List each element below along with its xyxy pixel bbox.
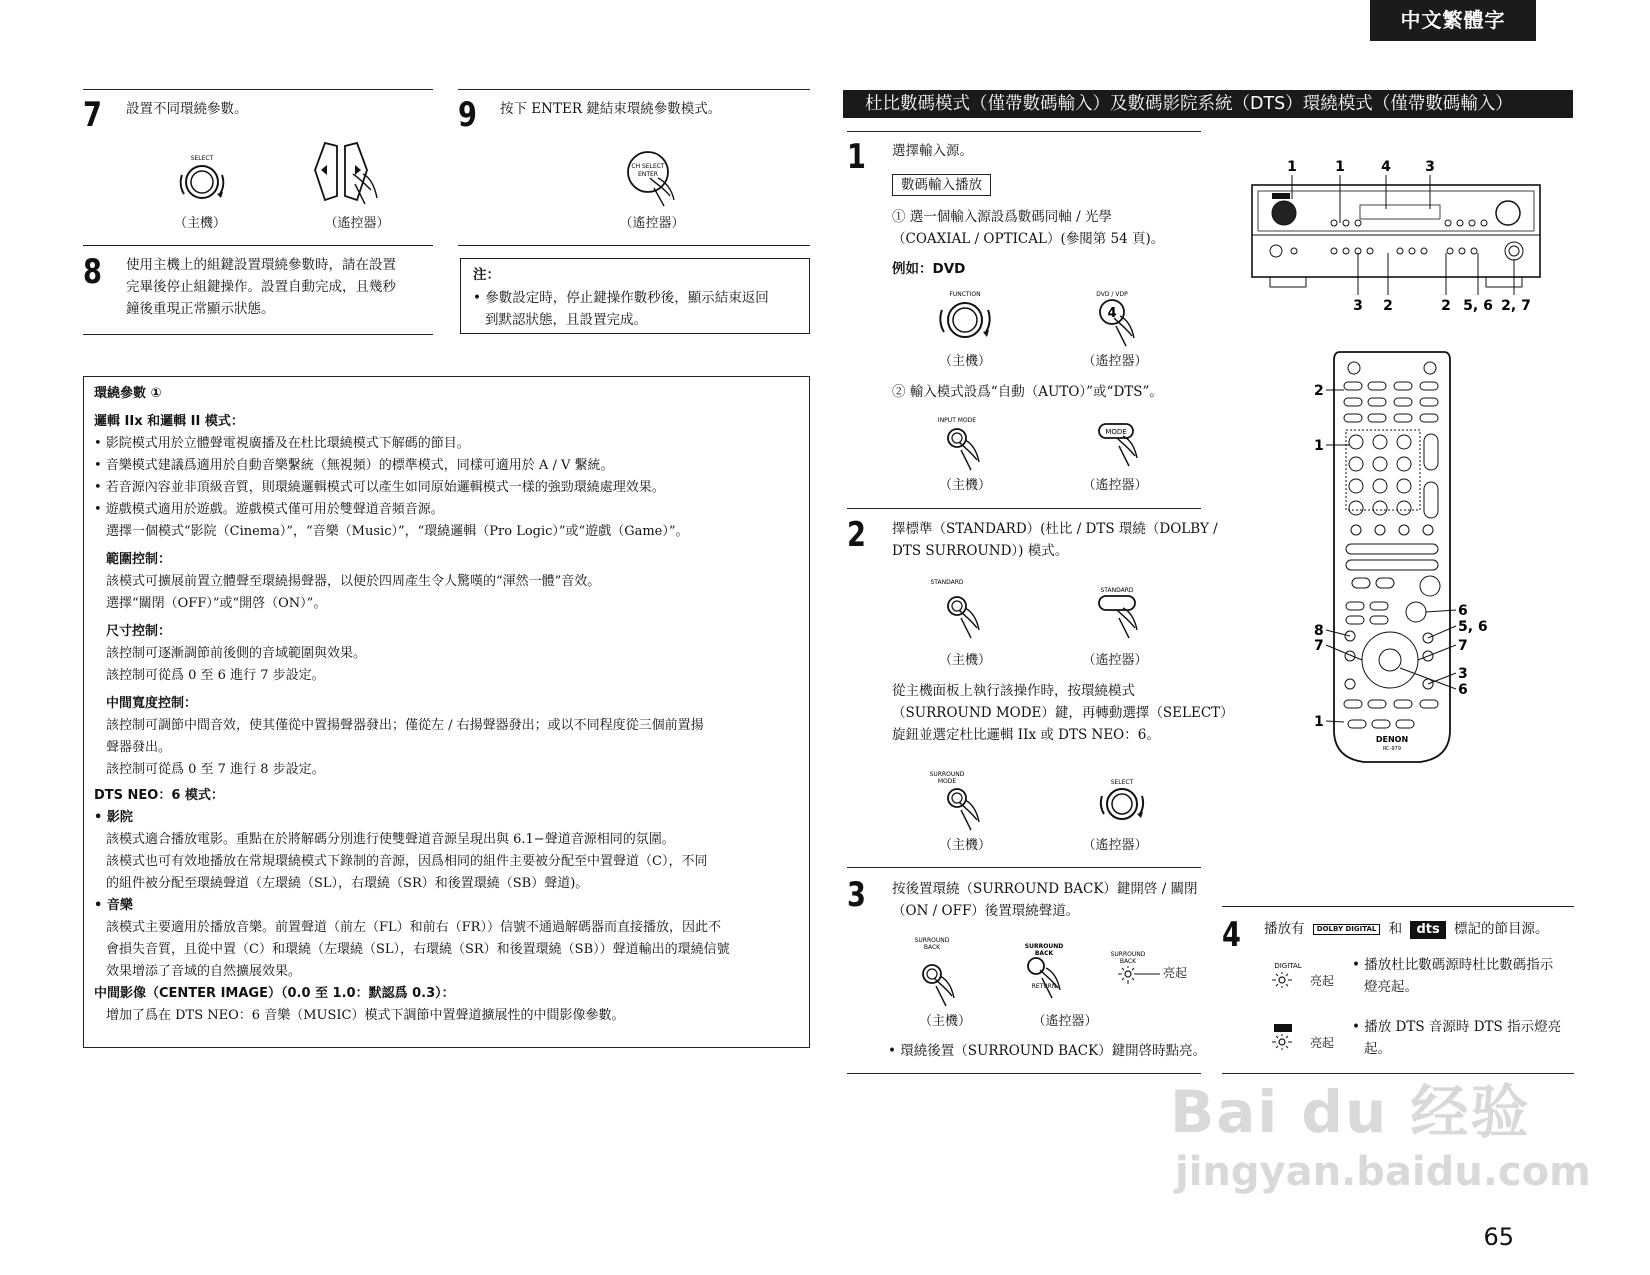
svg-text:CH SELECT: CH SELECT	[631, 163, 665, 170]
step-number-r4: 4	[1222, 915, 1241, 955]
svg-text:FUNCTION: FUNCTION	[949, 291, 981, 298]
cinema-line: 的組件被分配至環繞聲道（左環繞（SL），右環繞（SR）和後置環繞（SB）聲道)。	[106, 876, 589, 891]
caption-remote: （遙控器）	[324, 216, 390, 231]
dolby-digital-indicator-icon	[1268, 960, 1308, 990]
music-line: 該模式主要適用於播放音樂。前置聲道（前左（FL）和前右（FR））信號不通過解碼器而直接播放，因此不	[106, 920, 721, 935]
dvd-button-icon	[1090, 290, 1160, 350]
caption-remote: （遙控器）	[1082, 653, 1148, 668]
dts-logo-icon: dts	[1410, 921, 1445, 939]
left-right-arrow-buttons-icon	[305, 138, 395, 208]
cinema-line: 該模式也可有效地播放在常規環繞模式下錄制的音源，因爲相同的組件主要被分配至中置聲道（C），不同	[106, 854, 708, 869]
range-line: 選擇“關閉（OFF）”或“開啓（ON）”。	[106, 596, 327, 611]
svg-text:ENTER: ENTER	[638, 171, 658, 178]
center-image-title: 中間影像（CENTER IMAGE）（0.0 至 1.0：默認爲 0.3）：	[94, 986, 455, 1001]
caption-main-unit: （主機）	[938, 838, 991, 853]
example-dvd: 例如：DVD	[892, 261, 966, 277]
step-number-r2: 2	[847, 515, 866, 555]
svg-text:MODE: MODE	[937, 778, 957, 785]
step-9-text: 按下 ENTER 鍵結束環繞參數模式。	[500, 101, 722, 117]
cinema-title: • 影院	[94, 810, 133, 825]
svg-text:4: 4	[1381, 159, 1391, 175]
caption-main-unit: （主機）	[918, 1014, 971, 1029]
r-step-2-desc: 從主機面板上執行該操作時，按環繞模式 （SURROUND MODE）鍵，再轉動選擇（SELECT） 旋鈕並選定杜比邏輯 IIx 或 DTS NEO：6。	[892, 683, 1234, 743]
pl-bullet: • 遊戲模式適用於遊戲。遊戲模式僅可用於雙聲道音頻音源。	[94, 502, 444, 517]
size-line: 該控制可逐漸調節前後側的音域範圍與效果。	[106, 646, 367, 661]
svg-text:DIGITAL: DIGITAL	[1274, 962, 1302, 970]
svg-text:1: 1	[1314, 438, 1324, 454]
svg-text:DENON: DENON	[1375, 735, 1409, 744]
svg-text:RETURN: RETURN	[1031, 983, 1057, 990]
svg-text:5, 6: 5, 6	[1463, 298, 1493, 314]
step-number-9: 9	[458, 95, 477, 135]
svg-text:STANDARD: STANDARD	[930, 579, 964, 586]
caption-main-unit: （主機）	[938, 478, 991, 493]
r-step-1-line1: ① 選一個輸入源設爲數碼同軸 / 光學	[892, 209, 1112, 225]
note-title: 注：	[473, 267, 500, 283]
size-control-title: 尺寸控制：	[106, 624, 172, 639]
width-line: 該控制可從爲 0 至 7 進行 8 步設定。	[106, 762, 325, 777]
range-line: 該模式可擴展前置立體聲至環繞揚聲器，以便於四周產生令人驚嘆的“渾然一體”音效。	[106, 574, 601, 589]
svg-text:BACK: BACK	[1119, 958, 1137, 965]
svg-text:7: 7	[1314, 638, 1324, 654]
auto-dts-line: ② 輸入模式設爲“自動（AUTO）”或“DTS”。	[892, 384, 1163, 400]
range-control-title: 範圍控制：	[106, 552, 172, 567]
svg-text:SURROUND: SURROUND	[1024, 943, 1064, 950]
dolby-bullet: • 播放杜比數碼源時杜比數碼指示 燈亮起。	[1352, 957, 1554, 995]
svg-text:7: 7	[1458, 638, 1468, 654]
function-knob-icon	[930, 290, 1000, 350]
r-step-3-text: 按後置環繞（SURROUND BACK）鍵開啓 / 關閉 （ON / OFF）後置環繞聲道。	[892, 881, 1198, 919]
receiver-front-panel-diagram	[1250, 155, 1570, 315]
caption-main-unit: （主機）	[173, 216, 226, 231]
caption-remote: （遙控器）	[1082, 838, 1148, 853]
caption-remote: （遙控器）	[1082, 354, 1148, 369]
step-7-text: 設置不同環繞參數。	[126, 101, 248, 117]
enter-button-icon	[620, 148, 690, 218]
svg-text:6: 6	[1458, 603, 1468, 619]
surround-back-button-icon	[910, 938, 980, 1008]
section-heading: 杜比數碼模式（僅帶數碼輸入）及數碼影院系統（DTS）環繞模式（僅帶數碼輸入）	[843, 90, 1573, 118]
note-line: • 參數設定時，停止鍵操作數秒後，顯示結束返回	[473, 289, 769, 306]
svg-text:3: 3	[1353, 298, 1363, 314]
surround-back-remote-button-icon	[1022, 944, 1092, 1004]
svg-text:DVD / VDP: DVD / VDP	[1096, 291, 1128, 298]
pl-bullet: • 影院模式用於立體聲電視廣播及在杜比環繞模式下解碼的節目。	[94, 436, 470, 451]
svg-text:4: 4	[1107, 306, 1117, 321]
svg-text:SURROUND: SURROUND	[1110, 951, 1146, 958]
svg-text:RC-979: RC-979	[1382, 746, 1402, 752]
svg-text:INPUT MODE: INPUT MODE	[937, 417, 977, 424]
svg-text:2: 2	[1314, 383, 1324, 399]
music-title: • 音樂	[94, 898, 133, 913]
svg-text:5, 6: 5, 6	[1458, 619, 1488, 635]
input-mode-button-icon	[935, 416, 995, 476]
svg-text:STANDARD: STANDARD	[1100, 587, 1134, 594]
standard-remote-button-icon	[1095, 586, 1155, 646]
dts-indicator-icon	[1268, 1022, 1308, 1052]
pl-select-line: 選擇一個模式“影院（Cinema）”，“音樂（Music）”，“環繞邏輯（Pro Logic）”或“遊戲（Game）”。	[106, 524, 689, 539]
cinema-line: 該模式適合播放電影。重點在於將解碼分別進行使雙聲道音源呈現出與 6.1−聲道音源相同的氛圍。	[106, 832, 675, 847]
svg-text:BACK: BACK	[923, 944, 941, 951]
dolby-digital-logo-icon: DOLBY DIGITAL	[1313, 924, 1381, 935]
note-box	[460, 258, 810, 334]
svg-text:1: 1	[1335, 159, 1345, 175]
caption-remote: （遙控器）	[1032, 1014, 1098, 1029]
caption-main-unit: （主機）	[938, 653, 991, 668]
svg-text:SURROUND: SURROUND	[929, 771, 965, 778]
svg-text:MODE: MODE	[1105, 428, 1127, 436]
lit-label: 亮起	[1163, 966, 1188, 980]
svg-text:2: 2	[1441, 298, 1451, 314]
surround-parameters-box	[83, 376, 810, 1048]
note-line: 到默認狀態，且設置完成。	[485, 311, 647, 328]
svg-text:SELECT: SELECT	[1110, 779, 1134, 786]
select-knob-icon	[1090, 780, 1160, 836]
center-image-line: 增加了爲在 DTS NEO：6 音樂（MUSIC）模式下調節中置聲道擴展性的中間影像參數。	[106, 1008, 625, 1023]
svg-text:BACK: BACK	[1034, 950, 1054, 957]
r-step-2-text: 擇標準（STANDARD）(杜比 / DTS 環繞（DOLBY / DTS SURROUND）) 模式。	[892, 521, 1218, 559]
center-width-title: 中間寬度控制：	[106, 696, 198, 711]
step-8-text: 使用主機上的組鍵設置環繞參數時，請在設置 完畢後停止組鍵操作。設置自動完成，且幾秒 鐘後重現正常顯示狀態。	[126, 257, 396, 317]
dts-bullet: • 播放 DTS 音源時 DTS 指示燈亮 起。	[1352, 1019, 1562, 1057]
r-step-3-bullet: • 環繞後置（SURROUND BACK）鍵開啓時點亮。	[888, 1043, 1207, 1059]
svg-text:SELECT: SELECT	[190, 155, 214, 162]
size-line: 該控制可從爲 0 至 6 進行 7 步設定。	[106, 668, 325, 683]
select-knob-icon	[170, 150, 230, 210]
surround-mode-button-icon	[929, 771, 995, 836]
svg-text:3: 3	[1425, 159, 1435, 175]
pl-bullet: • 音樂模式建議爲適用於自動音樂繫統（無視頻）的標準模式，同樣可適用於 A / V 繫統。	[94, 458, 614, 473]
width-line: 聲器發出。	[106, 740, 172, 755]
remote-control-diagram	[1314, 350, 1510, 770]
params-title: 環繞參數 ①	[94, 386, 162, 401]
pro-logic-title: 邏輯 IIx 和邏輯 II 模式：	[94, 414, 244, 429]
svg-text:2, 7: 2, 7	[1501, 298, 1531, 314]
r-step-1-text: 選擇輸入源。	[892, 143, 973, 159]
r-step-1-line2: （COAXIAL / OPTICAL）(參閱第 54 頁)。	[892, 231, 1165, 247]
lit-label: 亮起	[1310, 1036, 1335, 1050]
svg-text:SURROUND: SURROUND	[914, 937, 950, 944]
lit-label: 亮起	[1310, 974, 1335, 988]
step-number-r1: 1	[847, 137, 866, 177]
step-number-8: 8	[83, 252, 102, 292]
svg-text:1: 1	[1314, 714, 1324, 730]
watermark-url: jingyan.baidu.com	[1175, 1149, 1591, 1195]
music-line: 效果增添了音域的自然擴展效果。	[106, 964, 302, 979]
caption-remote-9: （遙控器）	[619, 216, 685, 231]
svg-text:1: 1	[1287, 159, 1297, 175]
page-number: 65	[1483, 1223, 1514, 1251]
mode-button-icon	[1095, 420, 1155, 480]
dts-neo-title: DTS NEO：6 模式：	[94, 788, 224, 803]
watermark-logo: Bai du 经验	[1170, 1078, 1531, 1146]
digital-input-playback-label: 數碼輸入播放	[892, 174, 991, 196]
svg-text:2: 2	[1383, 298, 1393, 314]
caption-remote: （遙控器）	[1082, 478, 1148, 493]
pl-bullet: • 若音源內容並非頂級音質，則環繞邏輯模式可以產生如同原始邏輯模式一樣的強勁環繞處理效果。	[94, 480, 665, 495]
caption-main-unit: （主機）	[938, 354, 991, 369]
svg-text:3: 3	[1458, 666, 1468, 682]
step-number-7: 7	[83, 95, 102, 135]
language-tab: 中文繁體字	[1370, 0, 1536, 41]
standard-button-icon	[930, 579, 995, 644]
svg-text:6: 6	[1458, 682, 1468, 698]
width-line: 該控制可調節中間音效，使其僅從中置揚聲器發出；僅從左 / 右揚聲器發出；或以不同程度從三個前置揚	[106, 718, 704, 733]
music-line: 會損失音質，且從中置（C）和環繞（左環繞（SL），右環繞（SR）和後置環繞（SB））聲道輸出的環繞信號	[106, 942, 730, 957]
svg-text:8: 8	[1314, 623, 1324, 639]
step-number-r3: 3	[847, 875, 866, 915]
r-step-4-text: 播放有 DOLBY DIGITAL 和 dts 標記的節目源。	[1264, 921, 1549, 937]
